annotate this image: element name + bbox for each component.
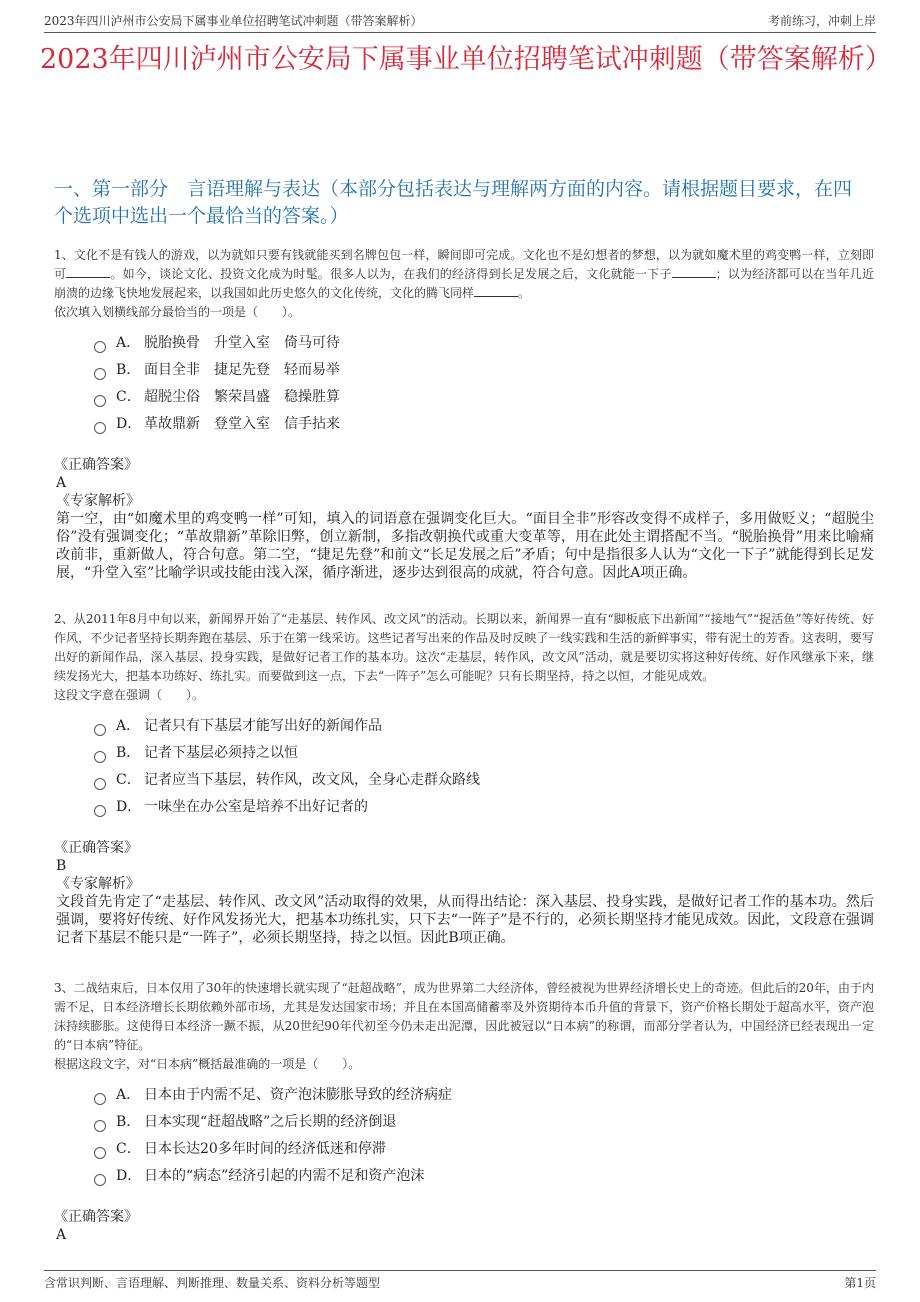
answer-label: 《正确答案》 [54,1209,138,1225]
option-d[interactable] [94,794,874,821]
option-list [94,713,874,821]
fill-blank [672,265,716,278]
question-1 [54,246,874,582]
option-letter: B． [116,362,141,378]
fill-blank [474,284,518,297]
page-header [44,10,876,33]
radio-icon[interactable] [94,1093,106,1105]
question-3 [54,979,874,1244]
radio-icon[interactable] [94,341,106,353]
answer-label: 《正确答案》 [54,457,138,473]
radio-icon[interactable] [94,805,106,817]
option-letter: D． [116,799,142,815]
question-2 [54,610,874,947]
option-letter: C． [116,772,141,788]
option-text: 日本实现“赶超战略”之后长期的经济倒退 [144,1114,397,1130]
question-prompt: 依次填入划横线部分最恰当的一项是（ ）。 [54,305,301,319]
option-letter: B． [116,1114,141,1130]
option-text: 超脱尘俗 繁荣昌盛 稳操胜算 [144,389,340,405]
option-text: 面目全非 捷足先登 轻而易举 [144,362,340,378]
option-text: 记者只有下基层才能写出好的新闻作品 [144,718,382,734]
page-number: 第1页 [844,1276,876,1290]
header-slogan: 考前练习，冲刺上岸 [767,14,876,28]
option-text: 记者下基层必须持之以恒 [144,745,298,761]
fill-blank [66,265,110,278]
option-text: 日本长达20多年时间的经济低迷和停滞 [144,1141,386,1157]
option-c[interactable] [94,1136,874,1163]
question-text: 3、二战结束后，日本仅用了30年的快速增长就实现了“赶超战略”，成为世界第二大经济体，曾经被视为世界经济增长史上的奇迹。但此后的20年，由于内需不足，日本经济增长长期依赖外部市场，尤其是发达国家市场；并且在本国高储蓄率及外资期待本币升值的背景下，资产价格长期处于超高水平，资产泡沫持续膨胀。这使得日本经济一蹶不振，从20世纪90年代初至今仍未走出泥潭，因此被冠以“日本病”的称谓，而部分学者认为，中国经济已经表现出一定的“日本病”特征。 [54,981,874,1052]
question-text-part: 。如今，谈论文化、投资文化成为时髦。很多人以为，在我们的经济得到长足发展之后，文化就能一下子 [110,267,672,281]
radio-icon[interactable] [94,778,106,790]
option-d[interactable] [94,411,874,438]
option-letter: A． [116,1087,141,1103]
question-text-part: ；以为经济都可以在当年几近崩溃的边缘飞快地发展起来，以我国如此历史悠久的文化传统，文化的腾飞同样 [54,267,874,300]
option-list [94,330,874,438]
answer-value: A [56,1227,67,1243]
option-text: 日本由于内需不足、资产泡沫膨胀导致的经济病症 [144,1087,452,1103]
option-c[interactable] [94,384,874,411]
question-prompt: 根据这段文字，对“日本病”概括最准确的一项是（ ）。 [54,1057,361,1071]
option-letter: C． [116,389,141,405]
explanation-text: 文段首先肯定了“走基层、转作风、改文风”活动取得的效果，从而得出结论：深入基层、投身实践，是做好记者工作的基本功。然后强调，要将好传统、好作风发扬光大，把基本功练扎实，只下去“一阵子”是不行的，必须长期坚持才能见成效。因此，文段意在强调记者下基层不能只是“一阵子”，必须长期坚持，持之以恒。因此B项正确。 [56,894,874,946]
footer-topics: 含常识判断、言语理解、判断推理、数量关系、资料分析等题型 [44,1276,381,1290]
option-b[interactable] [94,740,874,767]
option-text: 一味坐在办公室是培养不出好记者的 [144,799,368,815]
radio-icon[interactable] [94,422,106,434]
option-letter: D． [116,416,142,432]
radio-icon[interactable] [94,1120,106,1132]
option-letter: D． [116,1168,142,1184]
question-text-part: 1、文化不是有钱人的游戏，以为就如只要有钱就能买到名牌包包一样，瞬间即可完成。文化也不是幻想者的梦想，以为就如魔术里的鸡变鸭一样，立刻即可 [54,248,874,281]
option-b[interactable] [94,357,874,384]
explanation-label: 《专家解析》 [56,493,140,509]
question-prompt: 这段文字意在强调（ ）。 [54,688,205,702]
option-letter: A． [116,718,141,734]
radio-icon[interactable] [94,724,106,736]
radio-icon[interactable] [94,751,106,763]
option-letter: A． [116,335,141,351]
question-text-part: 。 [518,286,531,300]
option-text: 脱胎换骨 升堂入室 倚马可待 [144,335,340,351]
answer-value: B [56,858,67,874]
page-title: 2023年四川泸州市公安局下属事业单位招聘笔试冲刺题（带答案解析） [40,44,892,75]
question-text: 2、从2011年8月中旬以来，新闻界开始了“走基层、转作风、改文风”的活动。长期以来，新闻界一直有“脚板底下出新闻”“接地气”“捉活鱼”等好传统、好作风，不少记者坚持长期奔跑在基层、乐于在第一线采访。这些记者写出来的作品及时反映了一线实践和生活的新鲜事实，带有泥土的芳香。这表明，要写出好的新闻作品，深入基层、投身实践，是做好记者工作的基本功。这次“走基层，转作风，改文风”活动，就是要切实将这种好传统、好作风继承下来，继续发扬光大，把基本功练好、练扎实。而要做到这一点，下去“一阵子”怎么可能呢？只有长期坚持，持之以恒，才能见成效。 [54,612,874,683]
option-text: 日本的“病态”经济引起的内需不足和资产泡沫 [144,1168,425,1184]
answer-value: A [56,475,67,491]
option-text: 记者应当下基层，转作风，改文风，全身心走群众路线 [144,772,480,788]
option-letter: C． [116,1141,141,1157]
option-text: 革故鼎新 登堂入室 信手拈来 [144,416,340,432]
radio-icon[interactable] [94,368,106,380]
option-b[interactable] [94,1109,874,1136]
header-doc-title: 2023年四川泸州市公安局下属事业单位招聘笔试冲刺题（带答案解析） [44,14,423,28]
option-a[interactable] [94,330,874,357]
answer-label: 《正确答案》 [54,840,138,856]
option-d[interactable] [94,1163,874,1190]
option-list [94,1082,874,1190]
option-a[interactable] [94,1082,874,1109]
section-heading: 一、第一部分 言语理解与表达（本部分包括表达与理解两方面的内容。请根据题目要求，在四个选项中选出一个最恰当的答案。） [54,178,853,227]
option-letter: B． [116,745,141,761]
page-footer [44,1270,876,1293]
radio-icon[interactable] [94,395,106,407]
radio-icon[interactable] [94,1147,106,1159]
option-c[interactable] [94,767,874,794]
explanation-label: 《专家解析》 [56,876,140,892]
explanation-text: 第一空，由“如魔术里的鸡变鸭一样”可知，填入的词语意在强调变化巨大。“面目全非”形容改变得不成样子，多用做贬义；“超脱尘俗”没有强调变化；“革故鼎新”革除旧弊，创立新制，多指改朝换代或重大变革等，用在此处主谓搭配不当。“脱胎换骨”用来比喻痛改前非，重新做人，符合句意。第二空，“捷足先登”和前文“长足发展之后”矛盾；句中是指很多人认为“文化一下子”就能得到长足发展，“升堂入室”比喻学识或技能由浅入深，循序渐进，逐步达到很高的成就，符合句意。因此A项正确。 [56,511,874,581]
option-a[interactable] [94,713,874,740]
radio-icon[interactable] [94,1174,106,1186]
question-text [54,246,874,303]
